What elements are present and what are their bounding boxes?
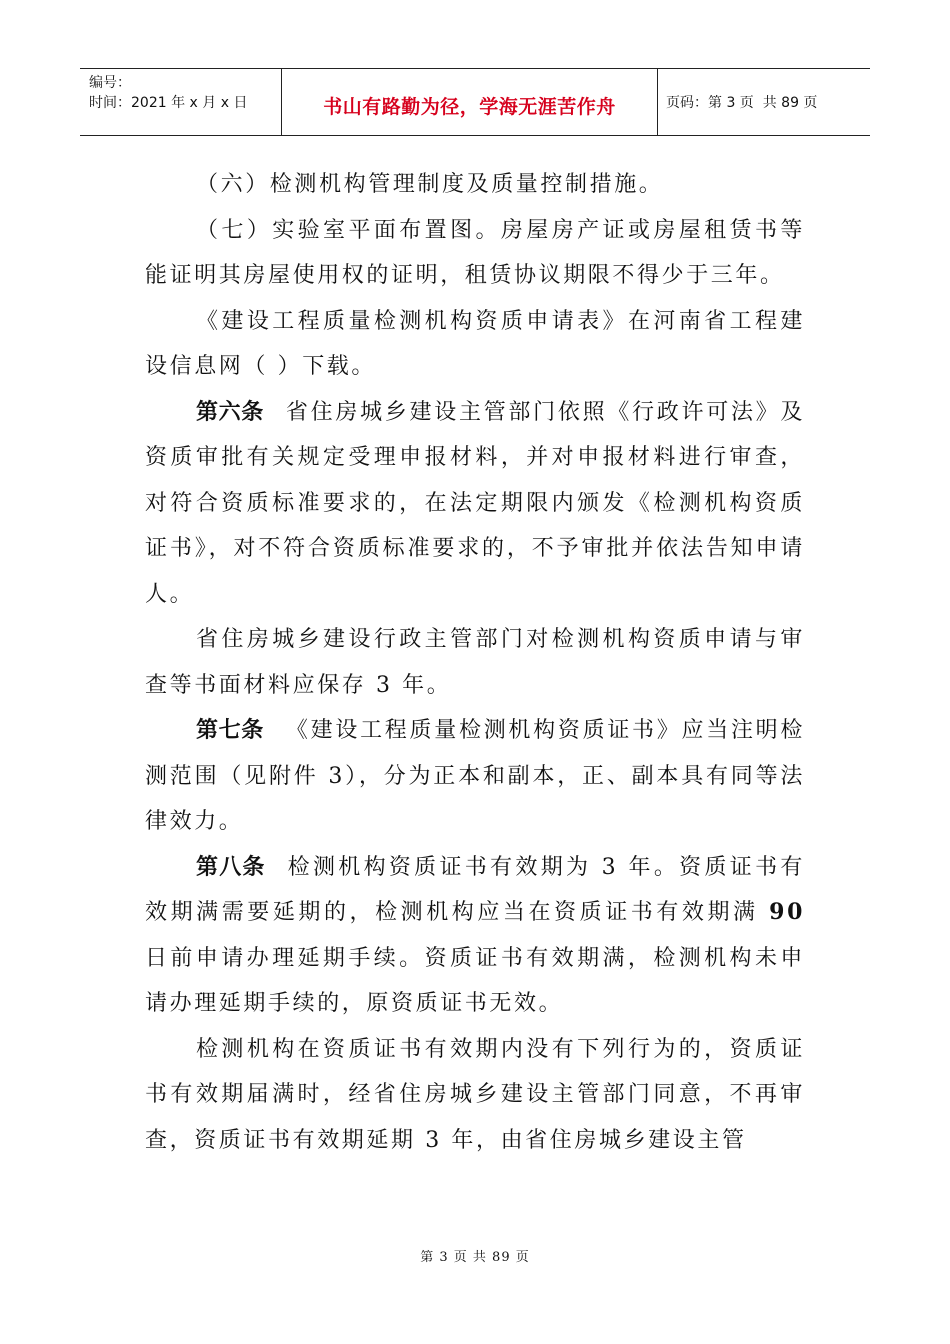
article-heading: 第六条 (196, 399, 264, 425)
article-heading: 第七条 (196, 718, 264, 743)
paragraph-text: 省住房城乡建设行政主管部门对检测机构资质申请与审查等书面材料应保存 3 年。 (145, 627, 805, 698)
article-8 (145, 845, 805, 1027)
article-heading: 第八条 (196, 854, 266, 880)
article-6 (145, 390, 805, 618)
paragraph-text: 日前申请办理延期手续。资质证书有效期满，检测机构未申请办理延期手续的，原资质证书无效。 (145, 945, 805, 1016)
header-page-cell (658, 69, 870, 135)
page-header (80, 68, 870, 136)
paragraph-text: 省住房城乡建设主管部门依照《行政许可法》及资质审批有关规定受理申报材料，并对申报材料进行审查，对符合资质标准要求的，在法定期限内颁发《检测机构资质证书》，对不符合资质标准要求的，不予审批并依法告知申请人。 (145, 399, 805, 607)
document-body (145, 162, 805, 1163)
header-meta (80, 69, 282, 135)
paragraph-8 (145, 1027, 805, 1164)
page-footer: 第 3 页 共 89 页 (420, 1250, 530, 1265)
header-motto-cell (282, 69, 658, 135)
article-7 (145, 708, 805, 845)
paragraph-text: 《建设工程质量检测机构资质申请表》在河南省工程建设信息网（ ）下载。 (145, 308, 805, 379)
paragraph-text: 检测机构在资质证书有效期内没有下列行为的，资质证书有效期届满时，经省住房城乡建设主管部门同意，不再审查，资质证书有效期延期 3 年，由省住房城乡建设主管 (145, 1036, 805, 1153)
header-page-code: 页码：第 3 页 共 89 页 (666, 95, 818, 111)
paragraph-text: （六）检测机构管理制度及质量控制措施。 (196, 172, 664, 197)
paragraph-text: （七）实验室平面布置图。房屋房产证或房屋租赁书等能证明其房屋使用权的证明，租赁协议期限不得少于三年。 (145, 217, 805, 288)
paragraph-text: 《建设工程质量检测机构资质证书》应当注明检测范围（见附件 3），分为正本和副本，正、副本具有同等法律效力。 (145, 718, 805, 834)
document-time-label: 时间：2021 年 x 月 x 日 (89, 95, 248, 111)
paragraph-5 (145, 617, 805, 708)
paragraph-2 (145, 208, 805, 299)
paragraph-text: 检测机构资质证书有效期为 3 年。资质证书有效期满需要延期的，检测机构应当在资质证书有效期满 (145, 854, 805, 925)
paragraph-1 (145, 162, 805, 208)
bold-number: 90 (769, 899, 805, 925)
paragraph-3 (145, 299, 805, 390)
document-number-label: 编号： (89, 75, 131, 91)
header-motto: 书山有路勤为径，学海无涯苦作舟 (323, 95, 616, 118)
